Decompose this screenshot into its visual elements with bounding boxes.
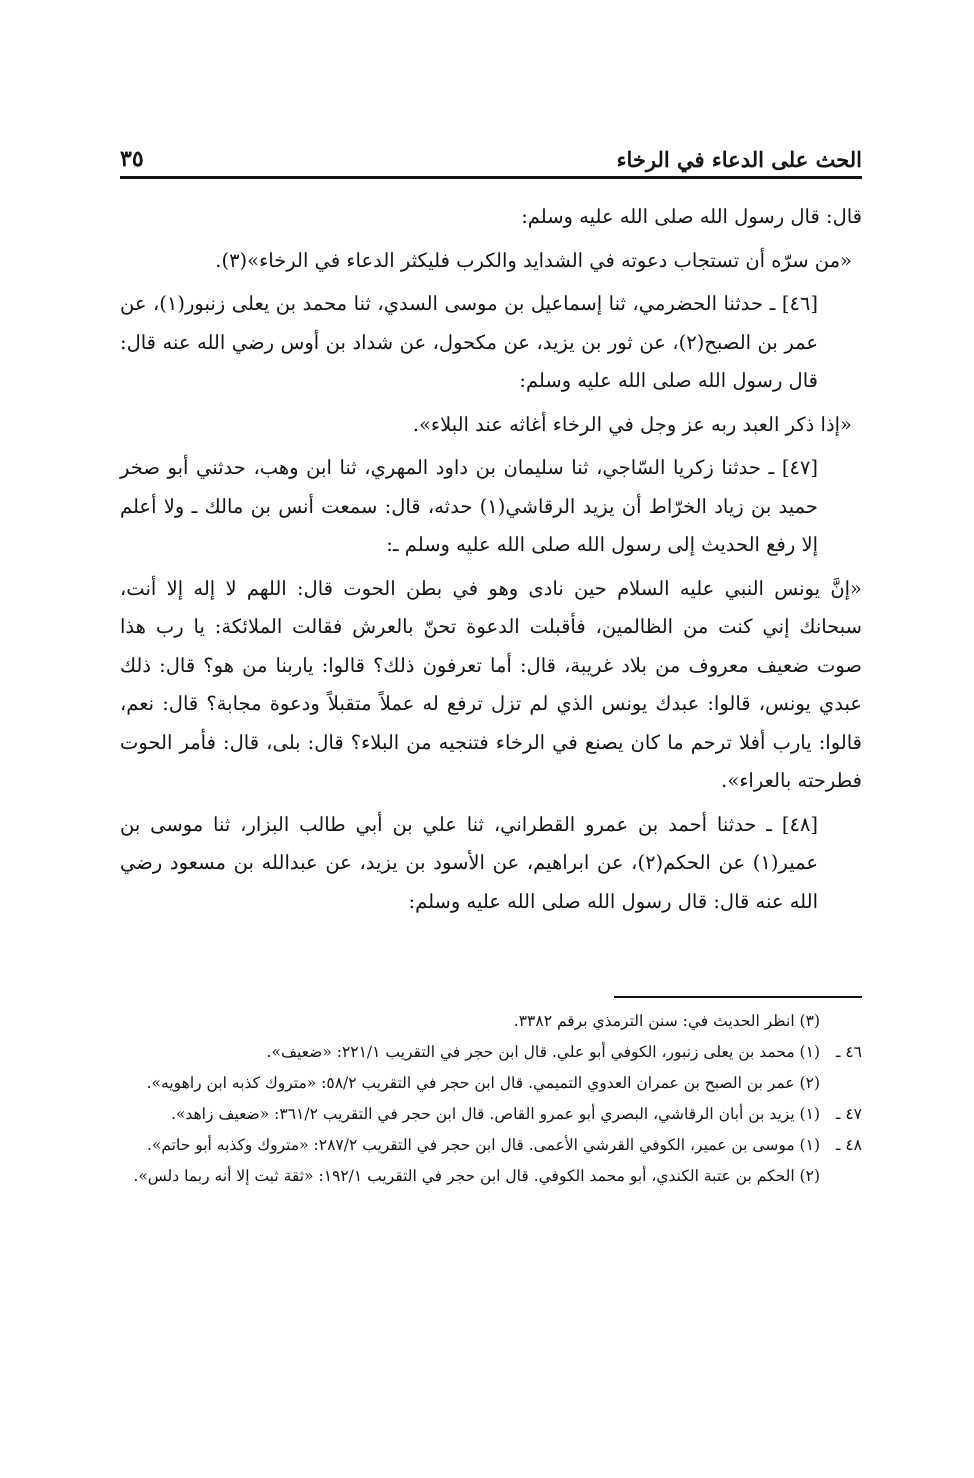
footnote-group-number: ٤٨ ـ <box>835 1136 862 1154</box>
page-header <box>120 136 862 172</box>
footnote-text: (١) موسى بن عمير، الكوفي القرشي الأعمى. قال ابن حجر في التقريب ٢٨٧/٢: «متروك وكذبه أبو حاتم». <box>146 1136 820 1154</box>
footnote <box>120 1099 862 1130</box>
footnote <box>120 1006 862 1037</box>
footnote <box>120 1130 862 1161</box>
footnote-text: (١) يزيد بن أبان الرقاشي، البصري أبو عمرو القاص. قال ابن حجر في التقريب ٣٦١/٢: «ضعيف زاهد». <box>170 1105 820 1123</box>
paragraph-intro: قال: قال رسول الله صلى الله عليه وسلم: <box>521 205 862 228</box>
main-text <box>120 198 862 926</box>
footnote <box>120 1068 862 1099</box>
footnote-text: (٢) الحكم بن عتبة الكندي، أبو محمد الكوفي. قال ابن حجر في التقريب ١٩٢/١: «ثقة ثبت إلا أنه ربما دلس». <box>133 1167 820 1185</box>
hadith-quote-46: «إذا ذكر العبد ربه عز وجل في الرخاء أغاثه عند البلاء». <box>412 412 852 436</box>
hadith-46-chain: [٤٦] ـ حدثنا الحضرمي، ثنا إسماعيل بن موسى السدي، ثنا محمد بن يعلى زنبور(١)، عن عمر بن الصبح(٢)، عن ثور بن يزيد، عن مكحول، عن شداد بن أوس رضي الله عنه قال: قال رسول الله صلى الله عليه وسلم: <box>120 292 819 392</box>
page-number: ٣٥ <box>120 146 144 172</box>
footnote-text: (٣) انظر الحديث في: سنن الترمذي برقم ٣٣٨٢. <box>513 1012 820 1030</box>
footnote-group-number: ٤٧ ـ <box>835 1105 862 1123</box>
hadith-quote-47: «إنَّ يونس النبي عليه السلام حين نادى وهو في بطن الحوت قال: اللهم لا إله إلا أنت، سبحانك إني كنت من الظالمين، فأقبلت الدعوة تحنّ بالعرش فقالت الملائكة: يا رب هذا صوت ضعيف معروف من بلاد غريبة، قال: أما تعرفون ذلك؟ قالوا: ياربنا من هو؟ قال: ذلك عبدي يونس، قالوا: عبدك يونس الذي لم تزل ترفع له عملاً متقبلاً ودعوة مجابة؟ قال: نعم، قالوا: يارب أفلا ترحم ما كان يصنع في الرخاء فتنجيه من البلاء؟ قال: بلى، قال: فأمر الحوت فطرحته بالعراء». <box>120 576 863 792</box>
footnote <box>120 1161 862 1192</box>
footnote-group-number: ٤٦ ـ <box>835 1043 862 1061</box>
hadith-48-chain: [٤٨] ـ حدثنا أحمد بن عمرو القطراني، ثنا علي بن أبي طالب البزار، ثنا موسى بن عمير(١) عن الحكم(٢)، عن ابراهيم، عن الأسود بن يزيد، عن عبدالله بن مسعود رضي الله عنه قال: قال رسول الله صلى الله عليه وسلم: <box>120 812 818 913</box>
running-title: الحث على الدعاء في الرخاء <box>616 147 862 172</box>
footnote-text: (١) محمد بن يعلى زنبور، الكوفي أبو علي. قال ابن حجر في التقريب ٢٢١/١: «ضعيف». <box>266 1043 820 1061</box>
header-rule <box>120 176 862 179</box>
footnote-text: (٢) عمر بن الصبح بن عمران العدوي التميمي. قال ابن حجر في التقريب ٥٨/٢: «متروك كذبه ابن راهويه». <box>146 1074 820 1092</box>
footnote <box>120 1037 862 1068</box>
hadith-quote-1: «من سرّه أن تستجاب دعوته في الشدايد والكرب فليكثر الدعاء في الرخاء»(٣). <box>215 248 852 272</box>
hadith-47-chain: [٤٧] ـ حدثنا زكريا السّاجي، ثنا سليمان بن داود المهري، ثنا ابن وهب، حدثني أبو صخر حميد بن زياد الخرّاط أن يزيد الرقاشي(١) حدثه، قال: سمعت أنس بن مالك ـ ولا أعلم إلا رفع الحديث إلى رسول الله صلى الله عليه وسلم ـ: <box>120 456 818 556</box>
footnotes <box>120 1006 862 1192</box>
footnote-rule <box>614 996 862 998</box>
